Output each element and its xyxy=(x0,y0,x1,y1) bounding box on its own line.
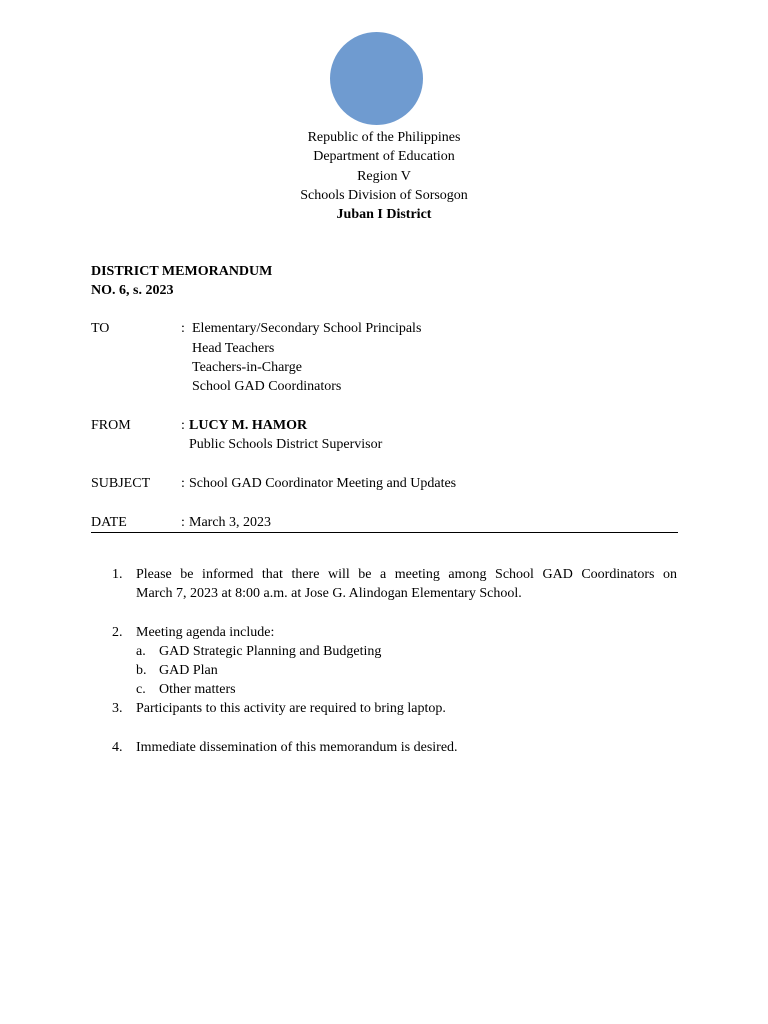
item-text: March 7, 2023 at 8:00 a.m. at Jose G. Alindogan Elementary School. xyxy=(136,586,522,601)
sub-item-letter: c. xyxy=(136,682,146,697)
header-division: Schools Division of Sorsogon xyxy=(300,187,468,203)
sub-item-text: Other matters xyxy=(159,682,236,697)
header-district: Juban I District xyxy=(336,207,432,223)
subject-label: SUBJECT xyxy=(91,476,151,491)
header-department: Department of Education xyxy=(313,149,455,165)
item-number: 4. xyxy=(112,740,123,755)
memo-title-block xyxy=(91,262,272,301)
date-value: March 3, 2023 xyxy=(189,515,272,530)
memo-number: NO. 6, s. 2023 xyxy=(91,283,174,299)
memo-title: DISTRICT MEMORANDUM xyxy=(91,264,273,279)
from-name: LUCY M. HAMOR xyxy=(189,418,308,433)
item-number: 3. xyxy=(112,701,123,716)
item-text: Meeting agenda include: xyxy=(136,625,275,640)
header-region: Region V xyxy=(357,168,411,184)
sub-item-text: GAD Strategic Planning and Budgeting xyxy=(159,644,382,659)
to-colon: : xyxy=(181,321,185,336)
seal-logo xyxy=(330,32,423,125)
date-label: DATE xyxy=(91,515,127,530)
sub-item-letter: a. xyxy=(136,644,146,659)
to-recipient: Elementary/Secondary School Principals xyxy=(192,321,422,336)
divider-rule xyxy=(91,532,678,533)
from-colon: : xyxy=(181,418,185,433)
item-number: 2. xyxy=(112,625,123,640)
header-republic: Republic of the Philippines xyxy=(307,130,461,145)
to-recipient: Teachers-in-Charge xyxy=(192,360,302,375)
sub-item-letter: b. xyxy=(136,663,147,678)
item-text: Please be informed that there will be a meeting among School GAD Coordinators on xyxy=(136,567,677,582)
item-number: 1. xyxy=(112,567,123,582)
from-position: Public Schools District Supervisor xyxy=(189,437,383,452)
to-recipient: School GAD Coordinators xyxy=(192,379,342,394)
item-text: Immediate dissemination of this memorandum is desired. xyxy=(136,740,458,755)
date-colon: : xyxy=(181,515,185,530)
item-text: Participants to this activity are required to bring laptop. xyxy=(136,701,446,716)
subject-value: School GAD Coordinator Meeting and Updates xyxy=(189,476,457,491)
subject-colon: : xyxy=(181,476,185,491)
from-label: FROM xyxy=(91,418,131,433)
sub-item-text: GAD Plan xyxy=(159,663,218,678)
to-recipient: Head Teachers xyxy=(192,341,275,356)
letterhead xyxy=(0,128,768,224)
to-label: TO xyxy=(91,321,110,336)
